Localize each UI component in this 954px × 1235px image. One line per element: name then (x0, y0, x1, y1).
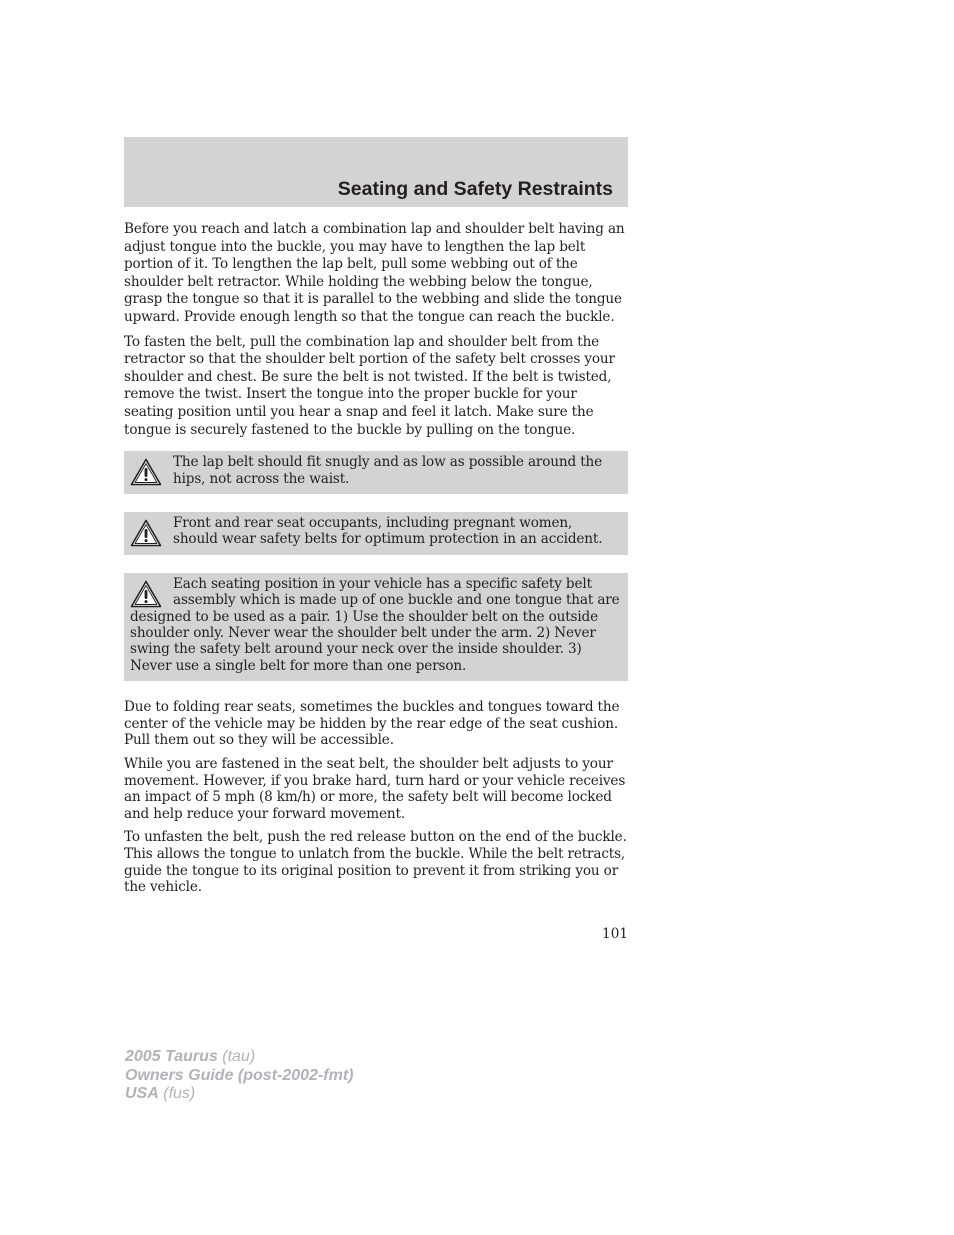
warning-text: The lap belt should fit snugly and as low as possible around the hips, not across the waist. (173, 454, 603, 487)
footer-line-market (125, 1085, 353, 1104)
warning-box-lap-belt-fit (124, 451, 628, 494)
section-title: Seating and Safety Restraints (337, 178, 613, 200)
footer-model: 2005 Taurus (125, 1048, 218, 1065)
document-footer (125, 1048, 353, 1104)
section-header-band (124, 137, 628, 207)
footer-market-code: (fus) (163, 1085, 196, 1102)
paragraph-folding-rear-seats: Due to folding rear seats, sometimes the buckles and tongues toward the center of the vehicle may be hidden by the rear edge of the seat cushion. Pull them out so they will be accessible. (124, 699, 620, 749)
footer-guide: Owners Guide (post-2002-fmt) (125, 1066, 354, 1084)
paragraph-unfasten-belt: To unfasten the belt, push the red release button on the end of the buckle. This allows the tongue to unlatch from the buckle. While the belt retracts, guide the tongue to its original position to prevent it from striking you or the vehicle. (124, 829, 627, 896)
footer-market: USA (125, 1085, 159, 1102)
footer-model-code: (tau) (222, 1048, 256, 1065)
page-number: 101 (602, 926, 628, 942)
warning-triangle-icon (130, 580, 162, 608)
warning-box-all-occupants (124, 512, 628, 555)
page-content (124, 221, 628, 903)
footer-line-model (125, 1048, 353, 1067)
warning-triangle-icon (130, 458, 162, 486)
warning-text: Front and rear seat occupants, including pregnant women, should wear safety belts for optimum protection in an accident. (173, 514, 603, 548)
warning-text: Each seating position in your vehicle has a specific safety belt assembly which is made up of one buckle and one tongue that are designed to be used as a pair. 1) Use the shoulder belt on the outside shoulder only. Never wear the shoulder belt under the arm. 2) Never swing the safety belt around your neck over the inside shoulder. 3) Never use a single belt for more than one person. (130, 575, 620, 674)
paragraph-fasten-belt: To fasten the belt, pull the combination lap and shoulder belt from the retractor so that the shoulder belt portion of the safety belt crosses your shoulder and chest. Be sure the belt is not twisted. If the belt is twisted, remove the twist. Insert the tongue into the proper buckle for your seating position until you hear a snap and feel it latch. Make sure the tongue is securely fastened to the buckle by pulling on the tongue. (124, 333, 615, 438)
footer-line-guide (125, 1067, 353, 1086)
paragraph-belt-locking: While you are fastened in the seat belt, the shoulder belt adjusts to your movement. However, if you brake hard, turn hard or your vehicle receives an impact of 5 mph (8 km/h) or more, the safety belt will become locked and help reduce your forward movement. (124, 755, 626, 822)
warning-box-belt-assembly (124, 573, 628, 681)
warning-triangle-icon (130, 519, 162, 547)
paragraph-lengthen-lap-belt: Before you reach and latch a combination lap and shoulder belt having an adjust tongue into the buckle, you may have to lengthen the lap belt portion of it. To lengthen the lap belt, pull some webbing out of the shoulder belt retractor. While holding the webbing below the tongue, grasp the tongue so that it is parallel to the webbing and slide the tongue upward. Provide enough length so that the tongue can reach the buckle. (124, 221, 625, 325)
